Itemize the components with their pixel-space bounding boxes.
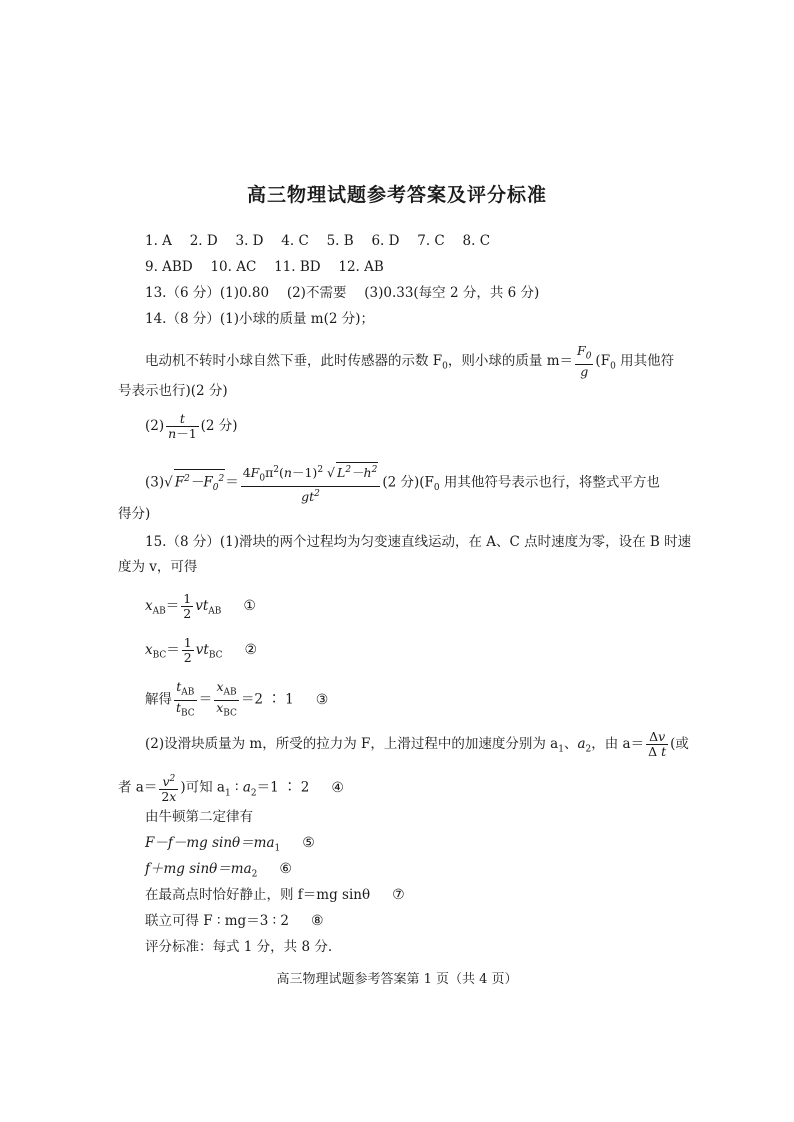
mark-1: ① bbox=[243, 598, 256, 614]
eq8-text: 联立可得 F ∶ mg＝3 ∶ 2 bbox=[145, 913, 289, 929]
q14-2-prefix: (2) bbox=[145, 418, 165, 434]
mark-3: ③ bbox=[315, 691, 329, 708]
answer-14-3-cont: 得分) bbox=[118, 506, 151, 522]
solve-prefix: 解得 bbox=[145, 691, 172, 708]
newton-law: 由牛顿第二定律有 bbox=[145, 809, 253, 825]
mark-6: ⑥ bbox=[279, 861, 292, 877]
eq7-text: 在最高点时恰好静止，则 f＝mg sinθ bbox=[145, 887, 371, 903]
answer-15-2: (2)设滑块质量为 m，所受的拉力为 F，上滑过程中的加速度分别为 $a_1$、$a_2$，由 a＝ $\frac{\Delta v}{\text{Δ t}}$ (或 bbox=[145, 729, 689, 759]
equation-2: $x_{BC}=$ $\frac{1}{2}$ $vt_{BC}$ ② bbox=[145, 635, 258, 665]
q14-3-suffix2: 用其他符号表示也行，将整式平方也 bbox=[439, 474, 660, 491]
q14-text-a: 电动机不转时小球自然下垂，此时传感器的示数 F bbox=[145, 352, 443, 369]
solve-suffix: ＝2 ∶ 1 bbox=[240, 691, 294, 708]
q14-text-d: 用其他符 bbox=[615, 352, 675, 369]
page-title: 高三物理试题参考答案及评分标准 bbox=[246, 184, 547, 206]
q14-2-suffix: (2 分) bbox=[200, 418, 238, 434]
answer-15-2-cont: 者 a＝ $\frac{v^2}{2x}$ )可知 $a_1$ ∶ $a_2=1$ ∶ 2 ④ bbox=[118, 774, 344, 805]
q14-text-c: (F bbox=[595, 352, 611, 369]
answers-row-2: 9. ABD 10. AC 11. BD 12. AB bbox=[145, 259, 384, 275]
page-footer: 高三物理试题参考答案第 1 页（共 4 页） bbox=[276, 972, 518, 987]
mark-4: ④ bbox=[331, 779, 344, 796]
q14-text-b: ，则小球的质量 m＝ bbox=[447, 352, 573, 369]
q15-2-text-c: (或 bbox=[670, 736, 689, 752]
eq6-text: f＋mg sinθ＝ma bbox=[145, 861, 252, 877]
expression-fraction: $\frac{4F_0\pi^2(n-1)^2 √ L^2-h^2}{gt^2}$ bbox=[241, 462, 381, 504]
answer-14-explanation: 电动机不转时小球自然下垂，此时传感器的示数 $F_0$，则小球的质量 m＝ $\frac{F_0}{g}$ ($F_0$ 用其他符 bbox=[145, 343, 675, 379]
answer-15-1-cont: 度为 v，可得 bbox=[118, 559, 198, 575]
answer-14-3: (3)√ $F^2-F_0^2=$ $\frac{4F_0\pi^2(n-1)^2 √ L^2-h^2}{gt^2}$ (2 分)($F_0$ 用其他符号表示也行，将整式平方也 bbox=[145, 462, 660, 504]
q15-2-d-ratio: ＝1 ∶ 2 bbox=[256, 779, 310, 796]
equation-6: f＋mg $\sin\theta=ma_2$ ⑥ bbox=[145, 861, 292, 880]
answer-14-1: 14.（8 分）(1)小球的质量 m(2 分)； bbox=[145, 311, 374, 327]
equation-8 bbox=[145, 912, 324, 930]
equation-3: 解得 $\frac{t_{AB}}{t_{BC}}$ ＝ $\frac{x_{AB}}{x_{BC}}$ ＝2 ∶ 1 ③ bbox=[145, 679, 329, 718]
q15-2-d-suffix: )可知 a bbox=[180, 779, 225, 796]
mark-8: ⑧ bbox=[310, 913, 324, 929]
q15-2-d-prefix: 者 a＝ bbox=[118, 779, 158, 796]
q15-2-text: (2)设滑块质量为 m，所受的拉力为 F，上滑过程中的加速度分别为 a bbox=[145, 736, 559, 752]
answer-15-1: 15.（8 分）(1)滑块的两个过程均为匀变速直线运动，在 A、C 点时速度为零，设在 B 时速 bbox=[145, 534, 692, 550]
q14-3-prefix: (3) bbox=[145, 474, 165, 491]
equation-1: $x_{AB}=$ $\frac{1}{2}$ $vt_{AB}$ ① bbox=[145, 591, 256, 621]
equation-7 bbox=[145, 886, 405, 904]
answers-row-1: 1. A 2. D 3. D 4. C 5. B 6. D 7. C 8. C bbox=[145, 233, 491, 249]
mark-2: ② bbox=[244, 642, 258, 658]
period-fraction: $\frac{t}{n-1}$ bbox=[168, 411, 197, 441]
answer-13: 13.（6 分）(1)0.80 (2)不需要 (3)0.33(每空 2 分，共 6 分) bbox=[145, 285, 540, 301]
mass-fraction: $\frac{F_0}{g}$ bbox=[577, 343, 592, 379]
answer-14-explanation-cont: 号表示也行)(2 分) bbox=[118, 383, 228, 399]
equation-5: F－f－mg $\sin\theta=ma_1$ ⑤ bbox=[145, 835, 315, 854]
mark-7: ⑦ bbox=[392, 887, 405, 903]
answer-14-2 bbox=[145, 412, 238, 441]
scoring-standard: 评分标准：每式 1 分，共 8 分. bbox=[145, 939, 333, 955]
q15-2-text-b: ，由 a＝ bbox=[591, 736, 645, 752]
eq5-text: F－f－mg sinθ＝ma bbox=[145, 835, 275, 851]
q14-3-suffix: (2 分)(F bbox=[382, 474, 434, 491]
mark-5: ⑤ bbox=[302, 835, 315, 851]
